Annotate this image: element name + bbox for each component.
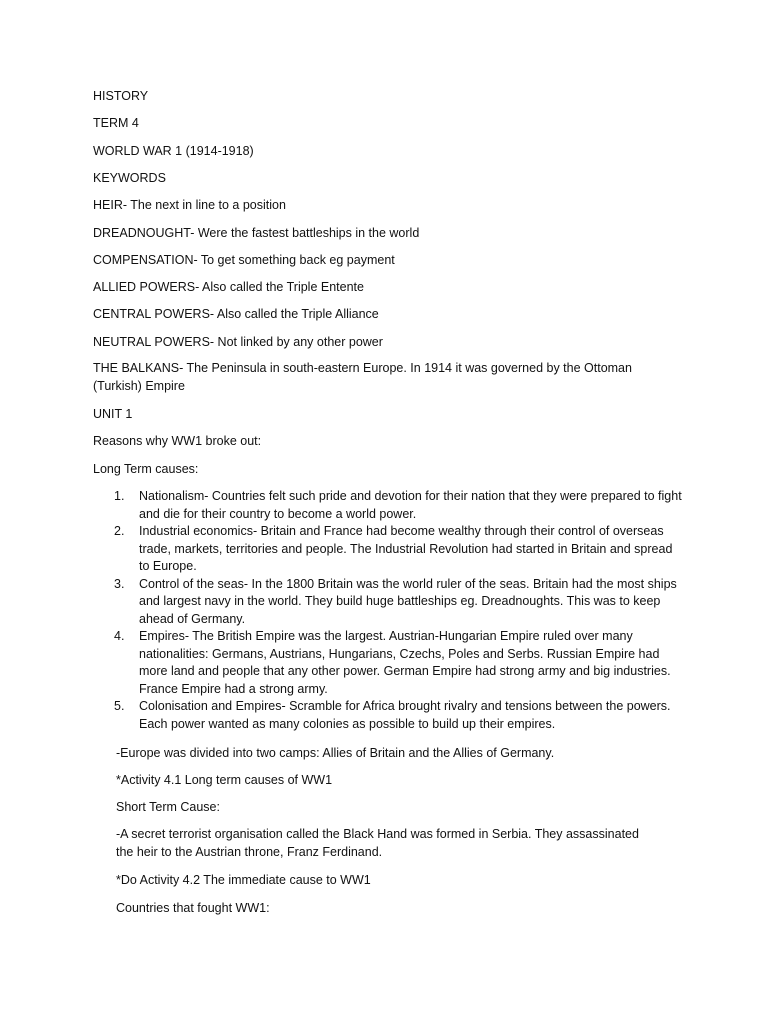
long-term-causes-list [114, 488, 684, 733]
list-item-text: Colonisation and Empires- Scramble for Africa brought rivalry and tensions between the powers. Each power wanted as many colonies as possible to build up their empires. [139, 699, 671, 731]
list-item-number: 4. [114, 629, 125, 643]
keyword-allied-powers: ALLIED POWERS- Also called the Triple Entente [93, 280, 364, 294]
short-term-heading: Short Term Cause: [116, 800, 220, 814]
list-item-number: 5. [114, 699, 125, 713]
keyword-heir: HEIR- The next in line to a position [93, 198, 286, 212]
list-item [114, 628, 684, 698]
list-item [114, 576, 684, 629]
list-item-text: Industrial economics- Britain and France had become wealthy through their control of overseas trade, markets, territories and people. The Industrial Revolution had started in Britain and spread to Europe. [139, 524, 673, 573]
list-item-text: Nationalism- Countries felt such pride and devotion for their nation that they were prepared to fight and die for their country to become a world power. [139, 489, 682, 521]
term-heading: TERM 4 [93, 116, 139, 130]
list-item-number: 1. [114, 489, 125, 503]
list-item-number: 2. [114, 524, 125, 538]
keyword-neutral-powers: NEUTRAL POWERS- Not linked by any other power [93, 335, 383, 349]
unit-heading: UNIT 1 [93, 407, 133, 421]
list-item [114, 488, 684, 523]
list-item [114, 698, 684, 733]
countries-heading: Countries that fought WW1: [116, 901, 270, 915]
list-item [114, 523, 684, 576]
keywords-heading: KEYWORDS [93, 171, 166, 185]
keyword-compensation: COMPENSATION- To get something back eg payment [93, 253, 395, 267]
short-term-text: -A secret terrorist organisation called the Black Hand was formed in Serbia. They assassinated the heir to the Austrian throne, Franz Ferdinand. [116, 827, 639, 859]
activity-4-1: *Activity 4.1 Long term causes of WW1 [116, 773, 333, 787]
reasons-heading: Reasons why WW1 broke out: [93, 434, 262, 448]
list-item-text: Control of the seas- In the 1800 Britain was the world ruler of the seas. Britain had the most ships and largest navy in the world. They build huge battleships eg. Dreadnoughts. This was to keep ahead of Germany. [139, 576, 677, 626]
activity-4-2: *Do Activity 4.2 The immediate cause to WW1 [116, 873, 371, 887]
europe-divided-text: -Europe was divided into two camps: Allies of Britain and the Allies of Germany. [116, 746, 555, 760]
keyword-dreadnought: DREADNOUGHT- Were the fastest battleships in the world [93, 226, 420, 240]
subject-heading: HISTORY [93, 89, 149, 103]
keyword-the-balkans: THE BALKANS- The Peninsula in south-eastern Europe. In 1914 it was governed by the Ottoman (Turkish) Empire [93, 361, 632, 393]
keyword-central-powers: CENTRAL POWERS- Also called the Triple Alliance [93, 307, 379, 321]
list-item-text: Empires- The British Empire was the largest. Austrian-Hungarian Empire ruled over many nationalities: Germans, Austrians, Hungarians, Czechs, Poles and Serbs. Russian Empire had more land and people that any other power. German Empire had strong army and big industries. France Empire had a strong army. [139, 629, 671, 696]
topic-heading: WORLD WAR 1 (1914-1918) [93, 144, 254, 158]
long-term-heading: Long Term causes: [93, 462, 199, 476]
list-item-number: 3. [114, 576, 125, 591]
